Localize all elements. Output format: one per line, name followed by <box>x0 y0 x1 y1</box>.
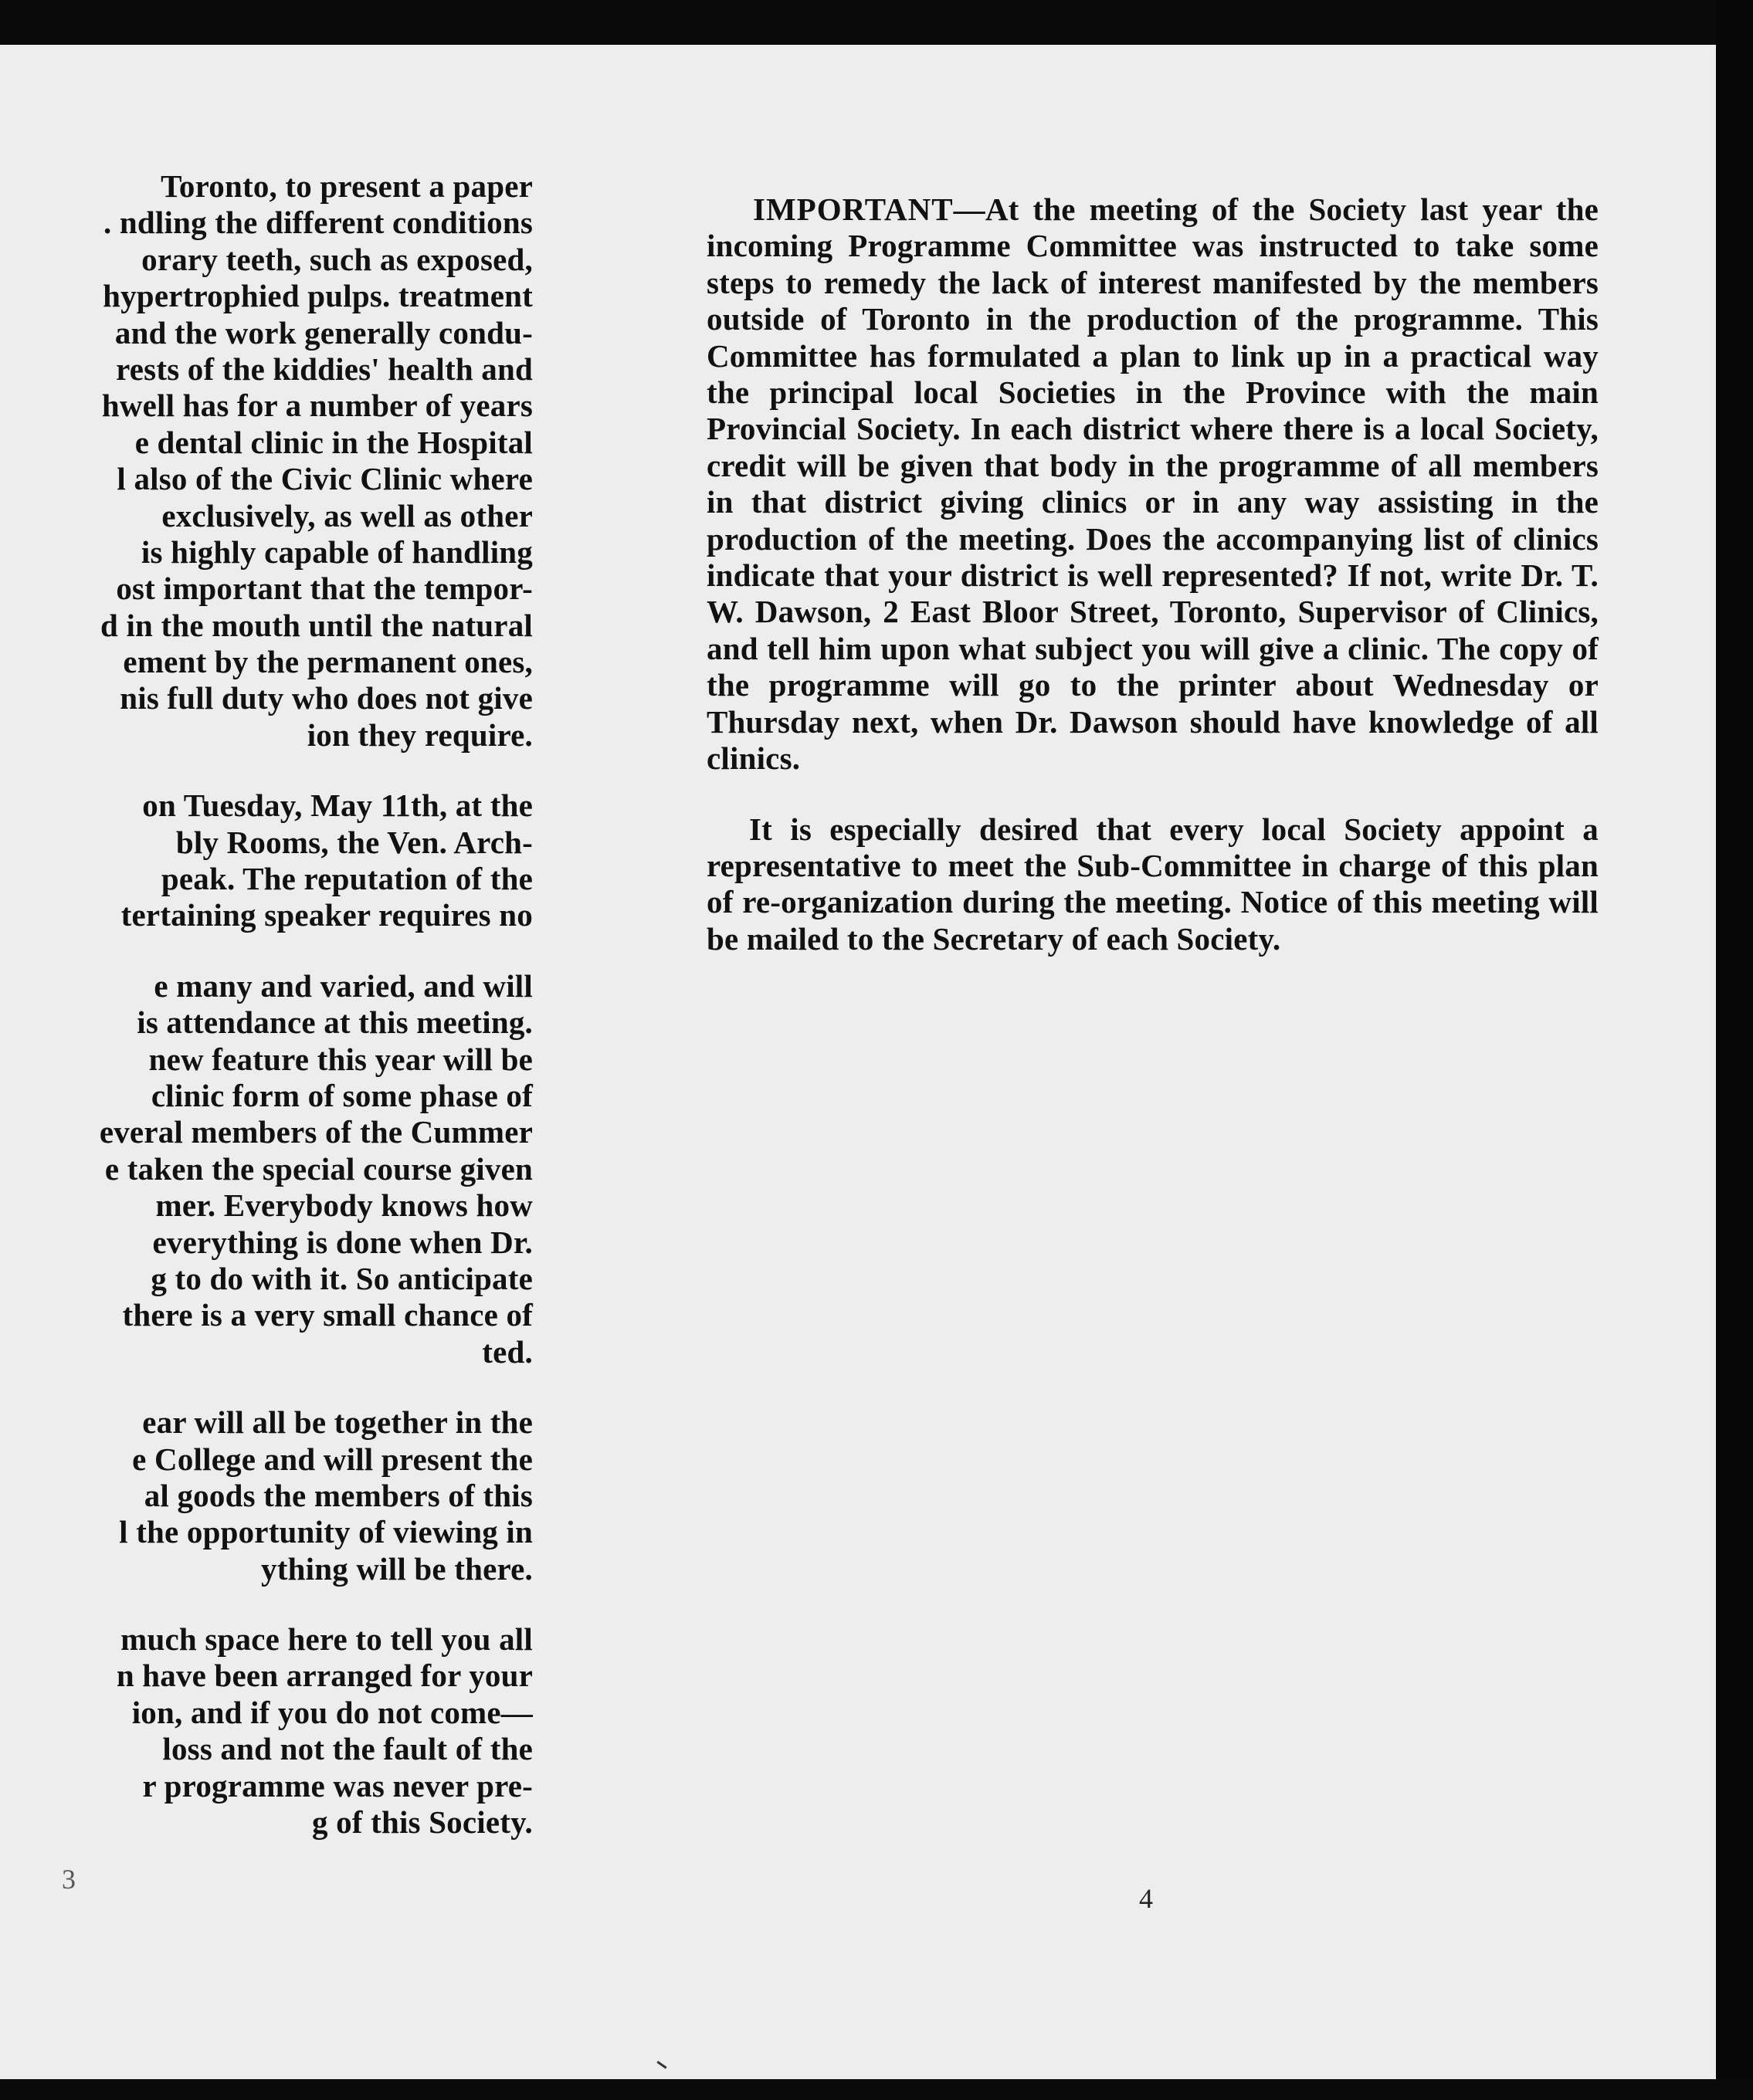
left-column-line: everything is done when Dr. <box>152 1224 533 1260</box>
paragraph-gap <box>0 1587 533 1621</box>
left-column-line: e many and varied, and will <box>154 967 533 1004</box>
left-column-line: peak. The reputation of the <box>161 861 533 897</box>
document-page <box>0 45 1716 2079</box>
left-column-line: ear will all be together in the <box>142 1404 533 1441</box>
left-column-line: d in the mouth until the natural <box>100 607 533 643</box>
left-column-line: Toronto, to present a paper <box>161 168 533 204</box>
paragraph-gap <box>0 754 533 788</box>
left-column-line: ted. <box>482 1333 533 1370</box>
left-column-line: nis full duty who does not give <box>120 680 533 716</box>
scan-border-bottom <box>0 2079 1753 2100</box>
scan-speck <box>656 2061 666 2068</box>
left-column-line: ion, and if you do not come— <box>131 1694 533 1730</box>
left-column-line: e dental clinic in the Hospital <box>134 424 533 460</box>
left-column-line: on Tuesday, May 11th, at the <box>142 788 533 824</box>
left-column-line: r programme was never pre- <box>142 1767 533 1804</box>
paragraph-gap <box>0 1370 533 1404</box>
left-column-line: al goods the members of this <box>144 1477 533 1513</box>
left-page-number: 3 <box>62 1864 76 1895</box>
left-column-line: ion they require. <box>307 716 533 753</box>
left-column-line: l also of the Civic Clinic where <box>117 461 533 497</box>
left-column-line: exclusively, as well as other <box>161 497 533 533</box>
right-column-text <box>707 191 1599 957</box>
left-column-line: loss and not the fault of the <box>162 1731 533 1767</box>
important-paragraph-body: —At the meeting of the Society last year the incoming Programme Committee was instructed to take some steps to remedy the lack of interest manifested by the members outside of Toronto in the production of the programme. This Committee has formulated a plan to link up in a practical way the principal local Societies in the Province with the main Provincial Society. In each district where there is a local Society, credit will be given that body in the programme of all members in that district giving clinics or in any way assisting in the production of the meeting. Does the accompanying list of clinics indicate that your district is well represented? If not, write Dr. T. W. Dawson, 2 East Bloor Street, Toronto, Supervisor of Clinics, and tell him upon what subject you will give a clinic. The copy of the programme will go to the printer about Wednesday or Thursday next, when Dr. Dawson should have knowledge of all clinics. <box>707 191 1599 777</box>
scan-border-top <box>0 0 1753 45</box>
left-column-line: clinic form of some phase of <box>151 1077 533 1113</box>
left-column-line: hwell has for a number of years <box>101 388 533 424</box>
important-paragraph <box>707 191 1599 777</box>
representative-paragraph: It is especially desired that every local Society appoint a representative to meet the Sub-Committee in charge of this plan of re-organization during the meeting. Notice of this meeting will be mailed to the Secretary of each Society. <box>707 811 1599 957</box>
left-column-line: . ndling the different conditions <box>103 205 533 241</box>
left-column-line: and the work generally condu- <box>114 314 533 351</box>
left-column-line: bly Rooms, the Ven. Arch- <box>175 824 533 860</box>
left-column-line: is attendance at this meeting. <box>137 1004 533 1041</box>
left-column-line: e College and will present the <box>132 1441 533 1477</box>
scan-border-right <box>1716 0 1753 2100</box>
left-column-line: tertaining speaker requires no <box>120 897 533 933</box>
paragraph-gap <box>0 934 533 968</box>
left-column-line: hypertrophied pulps. treatment <box>103 278 533 314</box>
left-column-line: g of this Society. <box>311 1804 533 1841</box>
left-column-line: ything will be there. <box>261 1550 533 1587</box>
left-column-line: n have been arranged for your <box>116 1658 533 1694</box>
left-column-line: is highly capable of handling <box>141 533 533 570</box>
left-column-text <box>0 168 533 1841</box>
left-column-line: everal members of the Cummer <box>99 1114 533 1150</box>
left-column-line: mer. Everybody knows how <box>155 1187 533 1224</box>
left-column-line: g to do with it. So anticipate <box>151 1260 533 1296</box>
left-column-line: orary teeth, such as exposed, <box>141 241 533 277</box>
left-column-line: ement by the permanent ones, <box>123 644 533 680</box>
left-column-line: l the opportunity of viewing in <box>119 1514 533 1550</box>
left-column-line: e taken the special course given <box>104 1150 533 1187</box>
left-column-line: rests of the kiddies' health and <box>116 351 533 387</box>
left-column-line: ost important that the tempor- <box>116 571 533 607</box>
important-heading: IMPORTANT <box>753 191 954 227</box>
left-column-line: much space here to tell you all <box>120 1621 533 1658</box>
left-column-line: there is a very small chance of <box>122 1297 533 1333</box>
right-page-number: 4 <box>1139 1883 1153 1914</box>
left-column-line: new feature this year will be <box>148 1041 533 1077</box>
